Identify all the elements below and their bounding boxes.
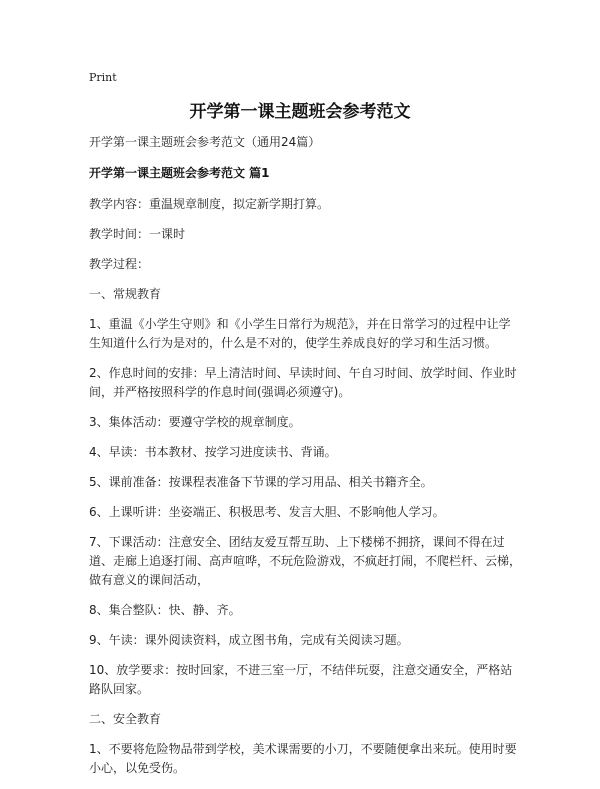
paragraph-item-8: 8、集合整队：快、静、齐。: [89, 603, 241, 617]
paragraph-teaching-time: 教学时间：一课时: [89, 227, 186, 241]
paragraph-item-10: 10、放学要求：按时回家，不进三室一厅，不结伴玩耍，注意交通安全，严格站路队回家。: [89, 663, 513, 696]
paragraph-item-3: 3、集体活动：要遵守学校的规章制度。: [89, 415, 301, 429]
heading-safety-education: 二、安全教育: [89, 712, 162, 726]
paragraph-item-2: 2、作息时间的安排：早上清洁时间、早读时间、午自习时间、放学时间、作业时间，并严格按照科学的作息时间(强调必须遵守)。: [89, 366, 517, 399]
document-subtitle: 开学第一课主题班会参考范文（通用24篇）: [89, 135, 321, 149]
paragraph-item-6: 6、上课听讲：坐姿端正、积极思考、发言大胆、不影响他人学习。: [89, 505, 445, 519]
paragraph-item-7: 7、下课活动：注意安全、团结友爱互帮互助、上下楼梯不拥挤，课间不得在过道、走廊上追逐打闹、高声喧哗，不玩危险游戏，不疯赶打闹，不爬栏杆、云梯，做有意义的课间活动，: [89, 535, 522, 587]
document-body: [89, 133, 522, 789]
heading-routine-education: 一、常规教育: [89, 287, 162, 301]
paragraph-teaching-process: 教学过程：: [89, 257, 150, 271]
print-label: Print: [89, 71, 117, 84]
paragraph-safety-item-1: 1、不要将危险物品带到学校，美术课需要的小刀，不要随便拿出来玩。使用时要小心，以免受伤。: [89, 742, 517, 775]
paragraph-item-4: 4、早读：书本教材、按学习进度读书、背诵。: [89, 445, 337, 459]
paragraph-item-5: 5、课前准备：按课程表准备下节课的学习用品、相关书籍齐全。: [89, 475, 433, 489]
paragraph-teaching-content: 教学内容：重温规章制度，拟定新学期打算。: [89, 197, 330, 211]
page-title: 开学第一课主题班会参考范文: [189, 102, 411, 122]
paragraph-item-9: 9、午读：课外阅读资料，成立图书角，完成有关阅读习题。: [89, 633, 409, 647]
section-heading: 开学第一课主题班会参考范文 篇1: [89, 166, 270, 180]
paragraph-item-1: 1、重温《小学生守则》和《小学生日常行为规范》，并在日常学习的过程中让学生知道什么行为是对的，什么是不对的，使学生养成良好的学习和生活习惯。: [89, 317, 511, 350]
